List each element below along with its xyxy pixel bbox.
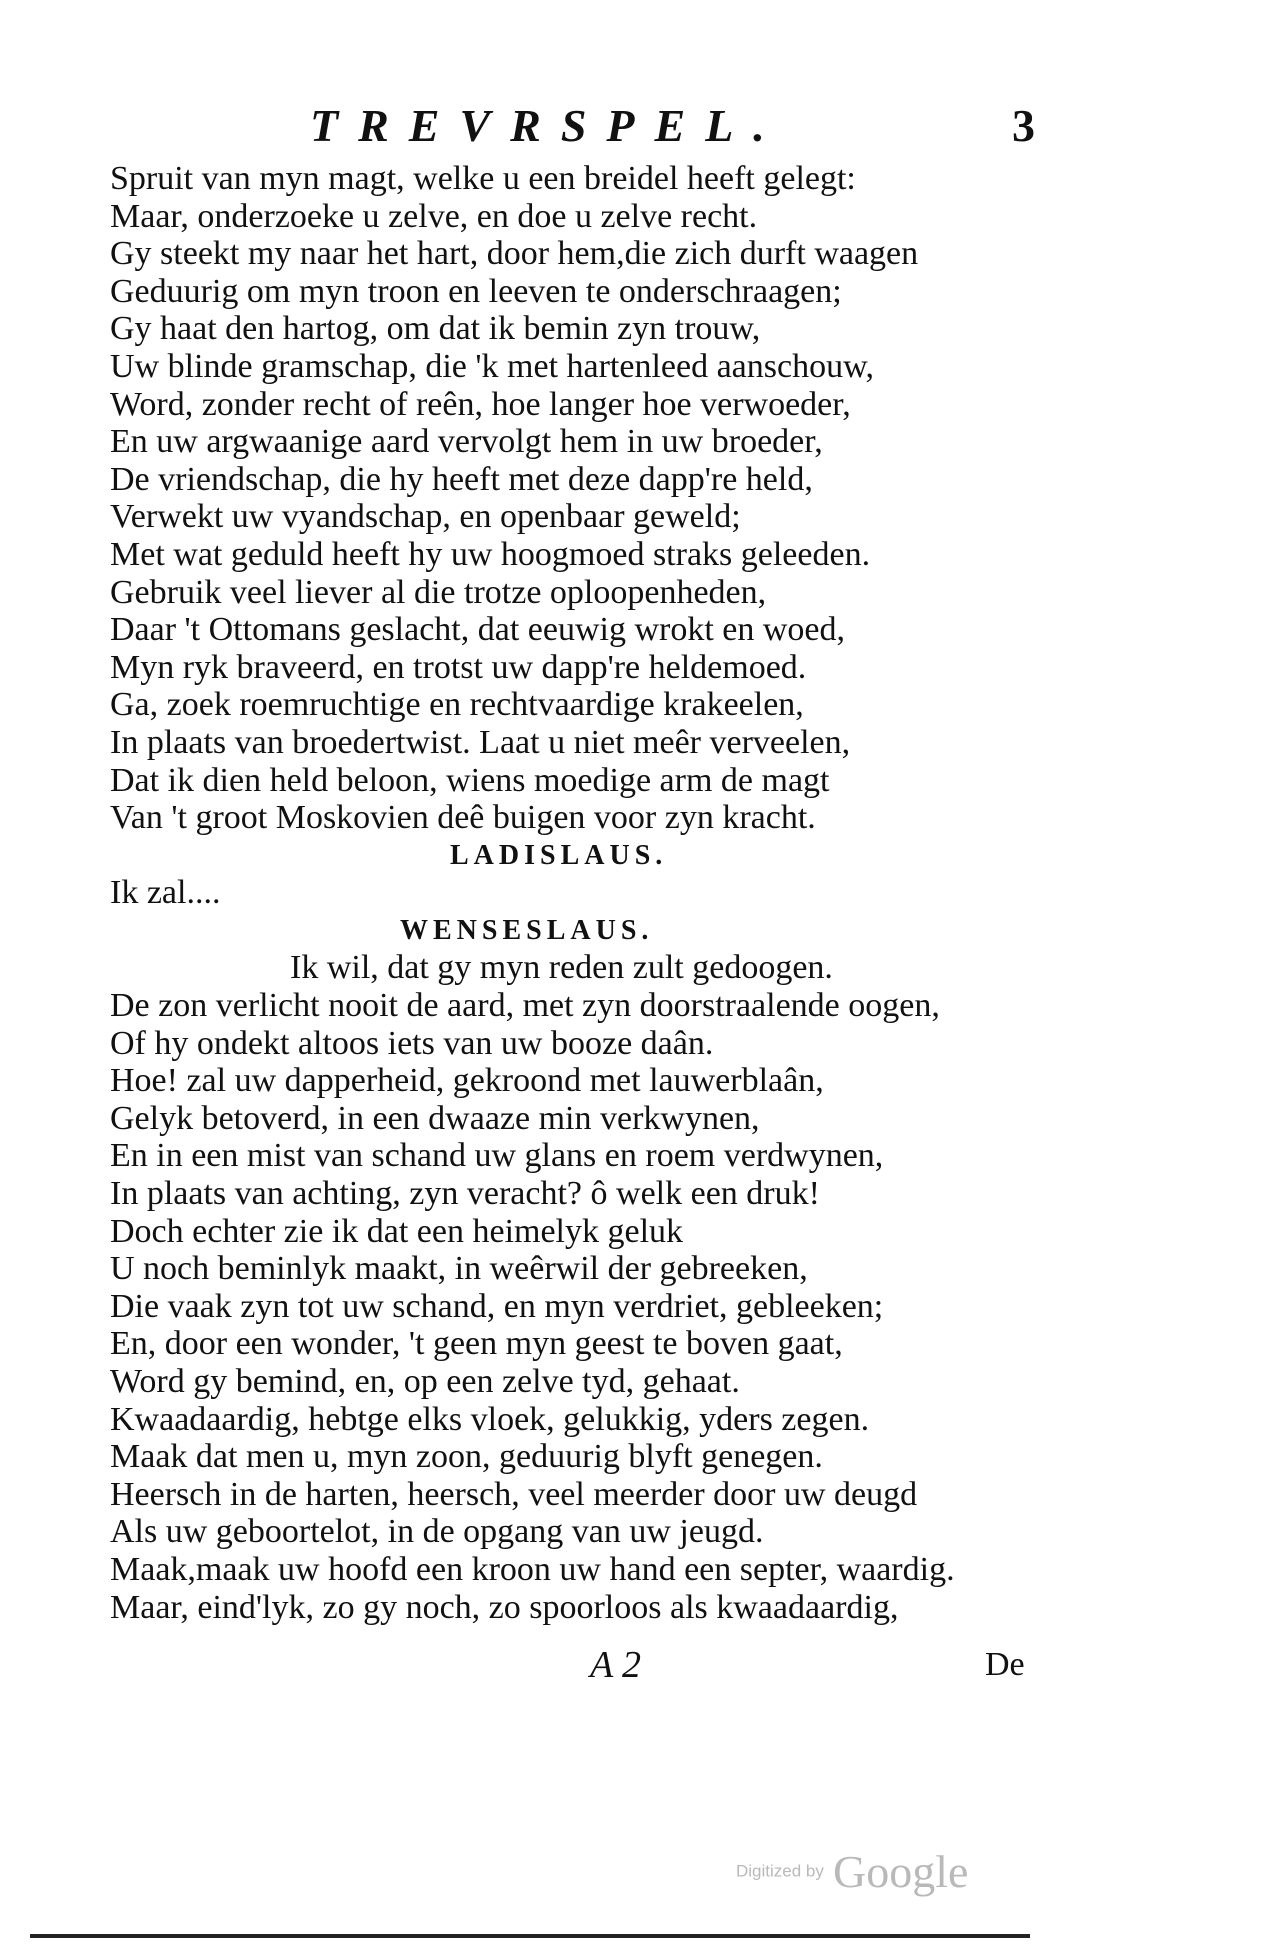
verse-line: Verwekt uw vyandschap, en openbaar geweld; xyxy=(110,498,741,536)
verse-line: Van 't groot Moskovien deê buigen voor zyn kracht. xyxy=(110,799,816,837)
verse-line: En, door een wonder, 't geen myn geest te boven gaat, xyxy=(110,1325,843,1363)
verse-line: U noch beminlyk maakt, in weêrwil der gebreeken, xyxy=(110,1250,808,1288)
verse-line: Ik zal.... xyxy=(110,874,221,912)
verse-line: Maar, onderzoeke u zelve, en doe u zelve recht. xyxy=(110,197,758,235)
verse-line: Maak,maak uw hoofd een kroon uw hand een septer, waardig. xyxy=(110,1550,955,1588)
verse-line: Die vaak zyn tot uw schand, en myn verdriet, gebleeken; xyxy=(110,1287,884,1325)
verse-line: En in een mist van schand uw glans en roem verdwynen, xyxy=(110,1137,884,1175)
verse-line: In plaats van broedertwist. Laat u niet meêr verveelen, xyxy=(110,723,851,761)
verse-line: En uw argwaanige aard vervolgt hem in uw broeder, xyxy=(110,423,823,461)
verse-line: Myn ryk braveerd, en trotst uw dapp're heldemoed. xyxy=(110,648,807,686)
catchword: De xyxy=(985,1646,1025,1683)
verse-line: Gebruik veel liever al die trotze oploopenheden, xyxy=(110,573,767,611)
verse-line: Kwaadaardig, hebtge elks vloek, gelukkig, yders zegen. xyxy=(110,1400,870,1438)
digitization-watermark xyxy=(736,1845,968,1898)
verse-line: Geduurig om myn troon en leeven te onderschraagen; xyxy=(110,272,842,310)
verse-line: Word gy bemind, en, op een zelve tyd, gehaat. xyxy=(110,1363,740,1400)
watermark-logo: Google xyxy=(832,1846,969,1897)
verse-line: Word, zonder recht of reên, hoe langer hoe verwoeder, xyxy=(110,385,851,423)
verse-line: Als uw geboortelot, in de opgang van uw jeugd. xyxy=(110,1513,764,1551)
verse-line: Gy haat den hartog, om dat ik bemin zyn trouw, xyxy=(110,310,761,348)
speaker-heading: LADISLAUS. xyxy=(450,839,668,871)
verse-line: Daar 't Ottomans geslacht, dat eeuwig wrokt en woed, xyxy=(110,611,846,649)
verse-line: Maar, eind'lyk, zo gy noch, zo spoorloos als kwaadaardig, xyxy=(110,1588,899,1626)
verse-line: Gelyk betoverd, in een dwaaze min verkwynen, xyxy=(110,1099,760,1137)
verse-line: Maak dat men u, myn zoon, geduurig blyft genegen. xyxy=(110,1438,823,1476)
verse-line: Dat ik dien held beloon, wiens moedige arm de magt xyxy=(110,761,830,799)
watermark-prefix: Digitized by xyxy=(736,1861,824,1881)
page-number: 3 xyxy=(1012,100,1035,151)
page-edge-line xyxy=(30,1934,1030,1938)
running-head xyxy=(0,96,1261,156)
verse-line: Of hy ondekt altoos iets van uw booze daân. xyxy=(110,1024,714,1062)
verse-line: De vriendschap, die hy heeft met deze dapp're held, xyxy=(110,460,813,498)
verse-line: Doch echter zie ik dat een heimelyk geluk xyxy=(110,1212,684,1250)
running-title: TREVRSPEL. xyxy=(310,100,785,151)
verse-line: Met wat geduld heeft hy uw hoogmoed straks geleeden. xyxy=(110,535,871,573)
verse-line: Heersch in de harten, heersch, veel meerder door uw deugd xyxy=(110,1475,918,1513)
signature-mark: A 2 xyxy=(590,1644,642,1686)
verse-line: In plaats van achting, zyn veracht? ô welk een druk! xyxy=(110,1175,820,1213)
verse-text-block xyxy=(110,160,1150,1626)
verse-line: Ik wil, dat gy myn reden zult gedoogen. xyxy=(290,949,833,987)
speaker-heading: WENSESLAUS. xyxy=(400,914,654,946)
verse-line: Uw blinde gramschap, die 'k met hartenleed aanschouw, xyxy=(110,347,874,385)
verse-line: Ga, zoek roemruchtige en rechtvaardige krakeelen, xyxy=(110,686,804,724)
verse-line: Hoe! zal uw dapperheid, gekroond met lauwerblaân, xyxy=(110,1062,824,1100)
verse-line: De zon verlicht nooit de aard, met zyn doorstraalende oogen, xyxy=(110,987,940,1025)
verse-line: Gy steekt my naar het hart, door hem,die zich durft waagen xyxy=(110,235,919,273)
verse-line: Spruit van myn magt, welke u een breidel heeft gelegt: xyxy=(110,160,856,197)
